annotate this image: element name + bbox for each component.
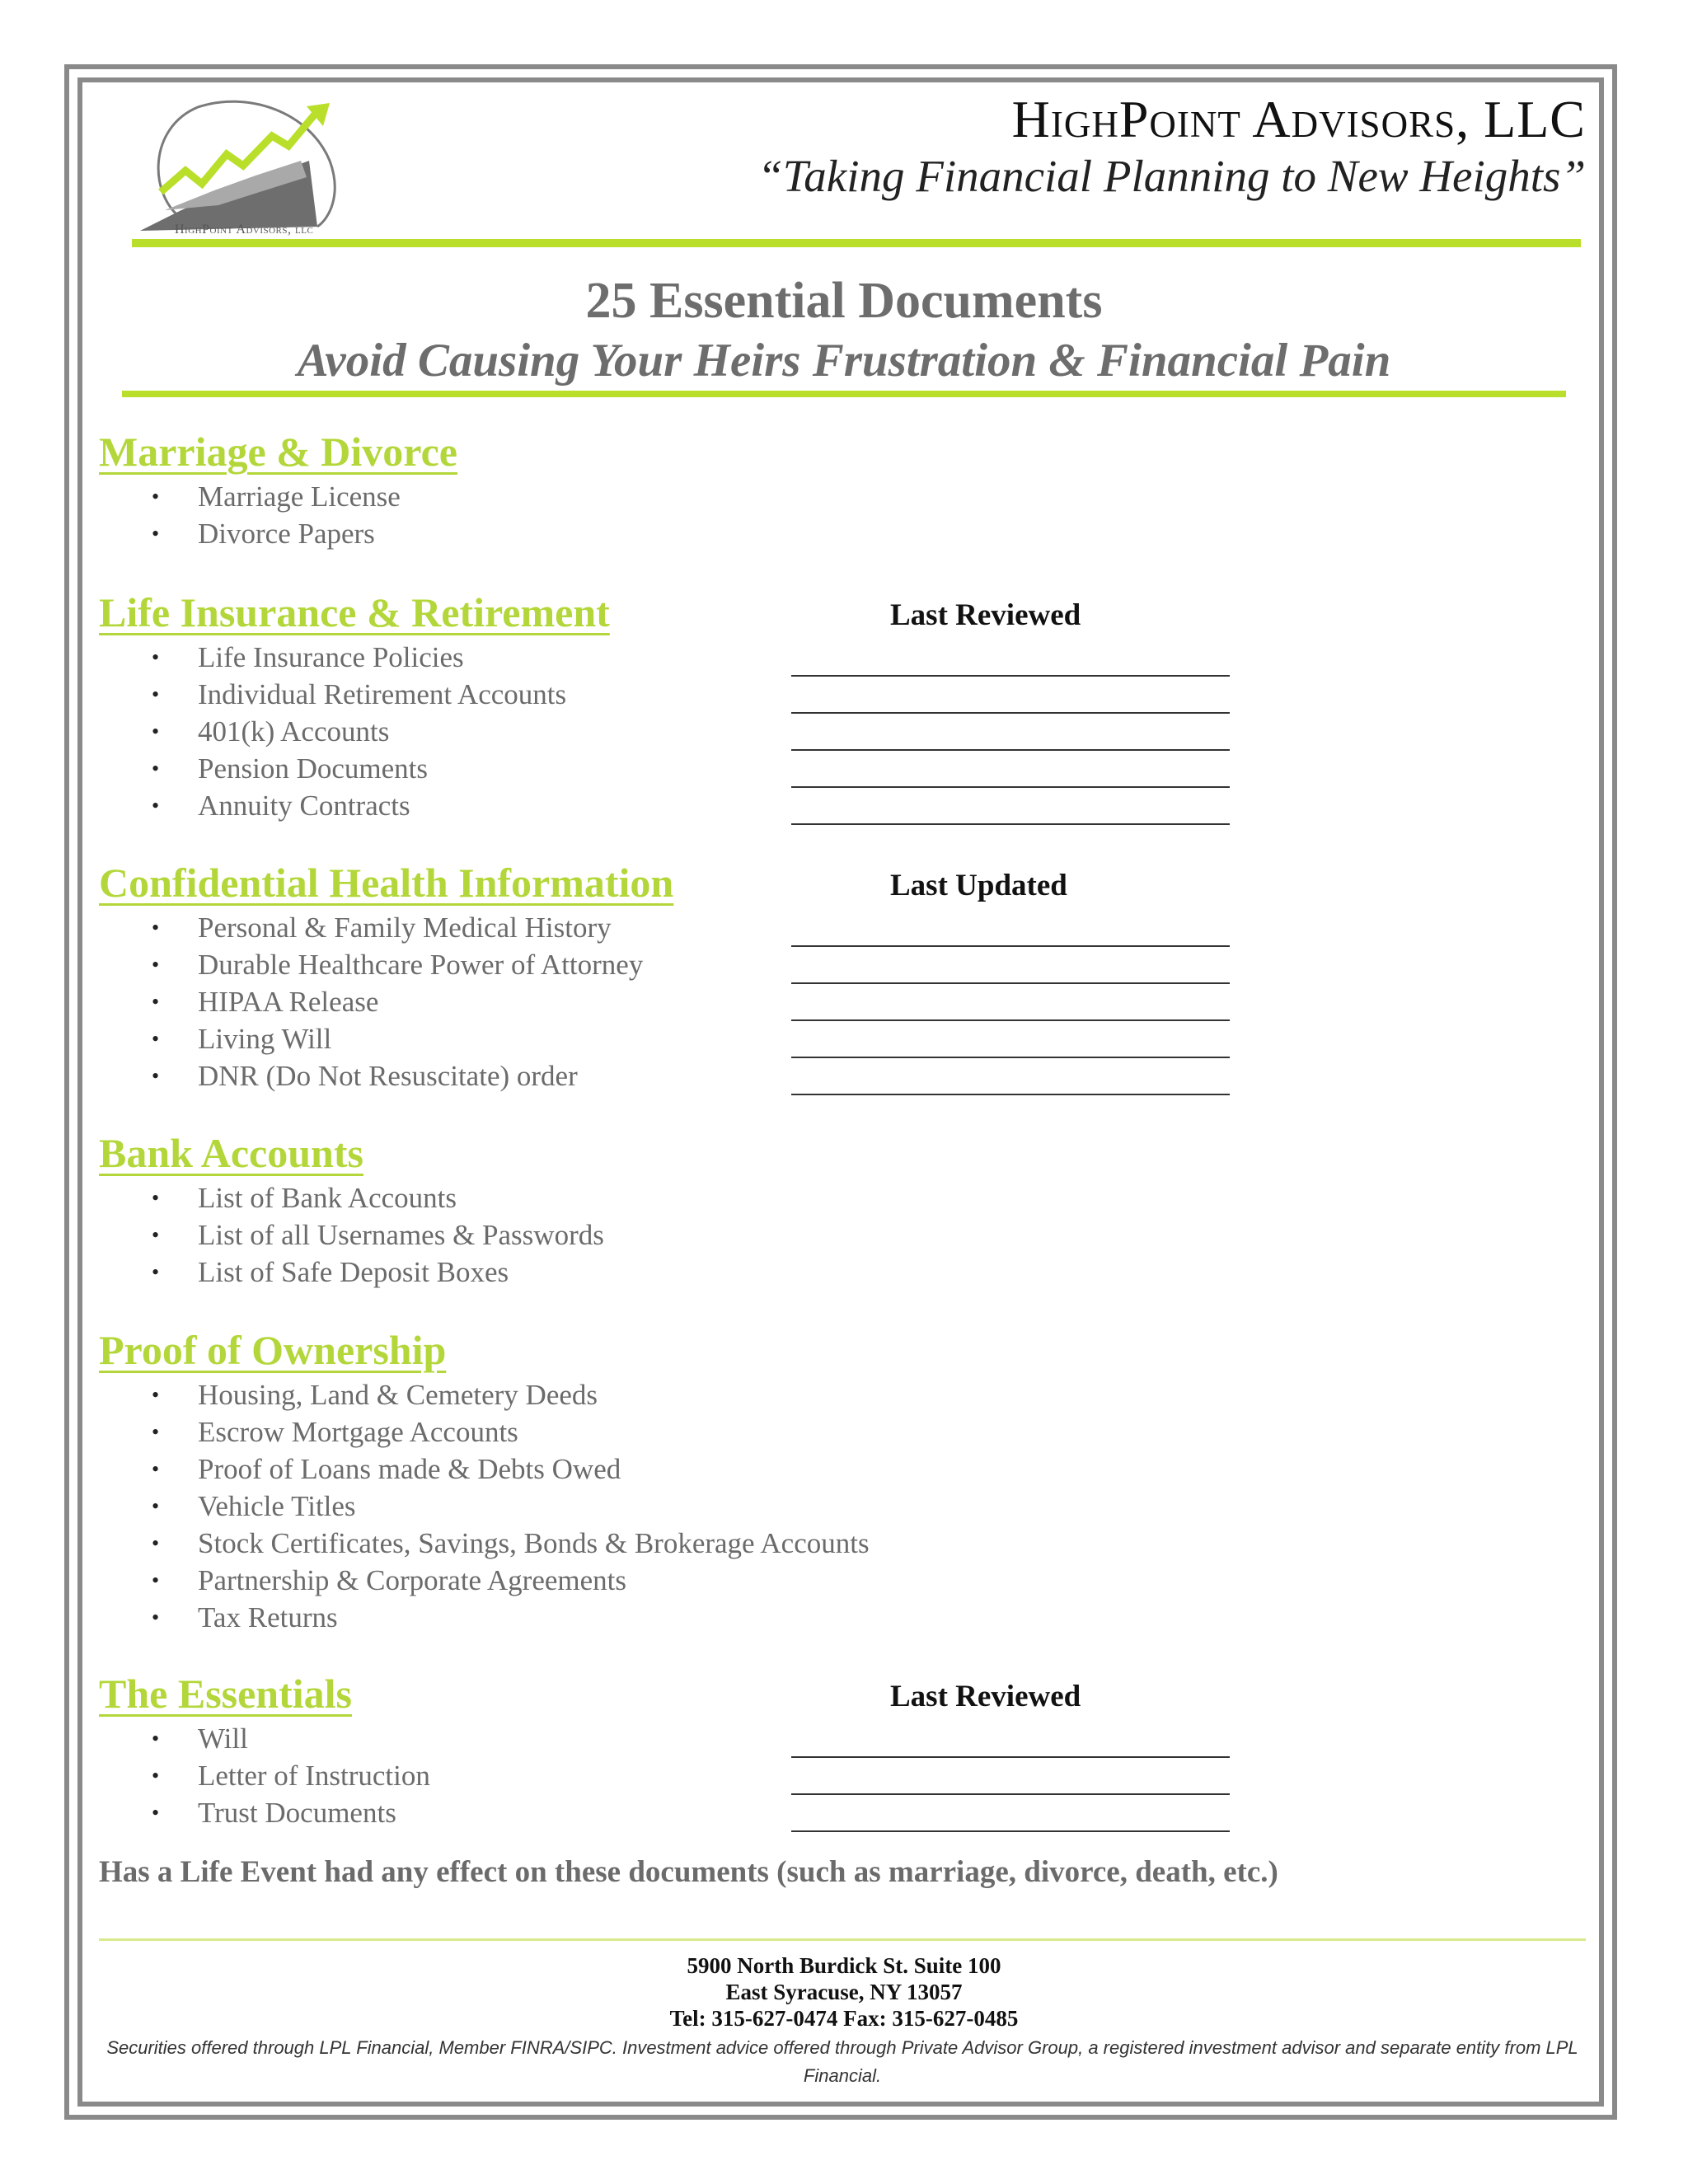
date-blank-line[interactable] (791, 1094, 1230, 1095)
address-line-1: 5900 North Burdick St. Suite 100 (687, 1953, 1001, 1978)
list-item: • Stock Certificates, Savings, Bonds & Brokerage Accounts (99, 1525, 1582, 1562)
last-reviewed-label: Last Reviewed (890, 1680, 1081, 1713)
list-item: • 401(k) Accounts (99, 713, 1582, 750)
highpoint-logo (132, 95, 354, 243)
list-item: • Proof of Loans made & Debts Owed (99, 1451, 1582, 1488)
list-item: • List of Bank Accounts (99, 1179, 1582, 1216)
bullet-icon: • (152, 1531, 160, 1555)
title-divider (122, 391, 1566, 397)
bullet-icon: • (152, 916, 160, 940)
last-updated-label: Last Updated (890, 869, 1067, 902)
bullet-icon: • (152, 1027, 160, 1051)
last-reviewed-label: Last Reviewed (890, 598, 1081, 632)
section-marriage-divorce (99, 425, 1582, 552)
list-item: • Escrow Mortgage Accounts (99, 1413, 1582, 1451)
section-heading: Life Insurance & Retirement (99, 589, 610, 635)
bullet-icon: • (152, 1064, 160, 1088)
bullet-icon: • (152, 1457, 160, 1481)
list-item: • Annuity Contracts (99, 787, 1582, 824)
phone-fax-line: Tel: 315-627-0474 Fax: 315-627-0485 (669, 2006, 1019, 2031)
address-line-2: East Syracuse, NY 13057 (725, 1980, 963, 2004)
list-item: • Housing, Land & Cemetery Deeds (99, 1376, 1582, 1413)
list-item: • Will (99, 1720, 1582, 1757)
bullet-icon: • (152, 1186, 160, 1210)
bullet-icon: • (152, 645, 160, 669)
bullet-icon: • (152, 1727, 160, 1750)
list-item: • Partnership & Corporate Agreements (99, 1562, 1582, 1599)
document-subtitle: Avoid Causing Your Heirs Frustration & Financial Pain (297, 335, 1391, 387)
section-confidential-health (99, 856, 1582, 1094)
list-item: • Living Will (99, 1020, 1582, 1057)
bullet-icon: • (152, 1568, 160, 1592)
bullet-icon: • (152, 1494, 160, 1518)
section-bank-accounts (99, 1127, 1582, 1291)
list-item: • Durable Healthcare Power of Attorney (99, 946, 1582, 983)
life-event-question: Has a Life Event had any effect on these documents (such as marriage, divorce, death, etc.) (99, 1855, 1278, 1889)
header-divider (132, 239, 1581, 247)
bullet-icon: • (152, 1764, 160, 1788)
firm-name: HighPoint Advisors, LLC (1011, 90, 1586, 148)
bullet-icon: • (152, 794, 160, 818)
date-blank-line[interactable] (791, 1830, 1230, 1832)
bullet-icon: • (152, 719, 160, 743)
bullet-icon: • (152, 757, 160, 780)
section-heading: Marriage & Divorce (99, 429, 457, 475)
section-heading: Bank Accounts (99, 1130, 363, 1176)
footer-divider (99, 1938, 1586, 1941)
bullet-icon: • (152, 522, 160, 546)
bullet-icon: • (152, 953, 160, 977)
list-item: • Life Insurance Policies (99, 639, 1582, 676)
bullet-icon: • (152, 485, 160, 509)
date-blank-line[interactable] (791, 823, 1230, 825)
list-item: • List of Safe Deposit Boxes (99, 1254, 1582, 1291)
bullet-icon: • (152, 1223, 160, 1247)
bullet-icon: • (152, 1260, 160, 1284)
section-life-insurance-retirement (99, 586, 1582, 824)
section-heading: The Essentials (99, 1671, 353, 1717)
list-item: • Marriage License (99, 478, 1582, 515)
bullet-icon: • (152, 990, 160, 1014)
list-item: • Personal & Family Medical History (99, 909, 1582, 946)
bullet-icon: • (152, 682, 160, 706)
section-the-essentials (99, 1667, 1582, 1831)
list-item: • Pension Documents (99, 750, 1582, 787)
bullet-icon: • (152, 1801, 160, 1825)
section-proof-of-ownership (99, 1324, 1582, 1636)
section-heading: Proof of Ownership (99, 1327, 447, 1373)
list-item: • Divorce Papers (99, 515, 1582, 552)
tagline: “Taking Financial Planning to New Heights” (757, 151, 1586, 201)
list-item: • List of all Usernames & Passwords (99, 1216, 1582, 1254)
bullet-icon: • (152, 1383, 160, 1407)
list-item: • DNR (Do Not Resuscitate) order (99, 1057, 1582, 1094)
section-heading: Confidential Health Information (99, 860, 674, 906)
bullet-icon: • (152, 1605, 160, 1629)
list-item: • Letter of Instruction (99, 1757, 1582, 1794)
list-item: • Trust Documents (99, 1794, 1582, 1831)
list-item: • Tax Returns (99, 1599, 1582, 1636)
logo-caption: HighPoint Advisors, llc (175, 223, 314, 237)
document-title: 25 Essential Documents (585, 273, 1103, 329)
bullet-icon: • (152, 1420, 160, 1444)
disclaimer: Securities offered through LPL Financial, Member FINRA/SIPC. Investment advice offered through Private Advisor Group, a registered investment advisor and separate entity from LPL Financial. (106, 2037, 1578, 2086)
list-item: • Individual Retirement Accounts (99, 676, 1582, 713)
list-item: • Vehicle Titles (99, 1488, 1582, 1525)
list-item: • HIPAA Release (99, 983, 1582, 1020)
